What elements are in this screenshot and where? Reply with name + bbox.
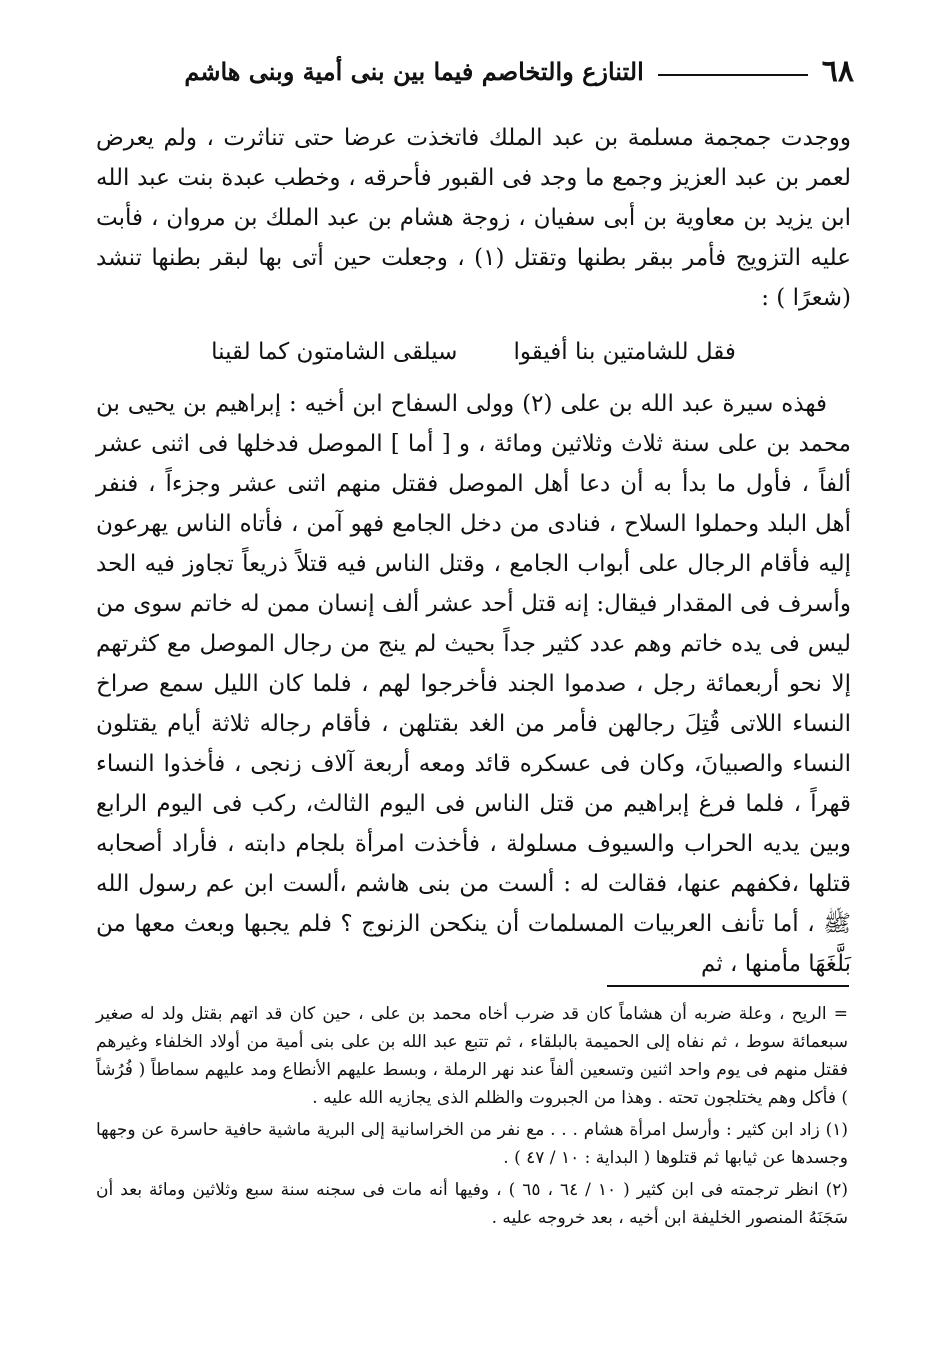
verse-first-hemistich: فقل للشامتين بنا أفيقوا [513,339,736,365]
footnote-1: (١) زاد ابن كثير : وأرسل امرأة هشام . . . مع نفر من الخراسانية إلى البرية ماشية حافية حاسرة عن وجهها وجسدها عن ثيابها ثم قتلوها ( البداية : ١٠ / ٤٧ ) . [96,1120,848,1168]
running-title: التنازع والتخاصم فيما بين بنى أمية وبنى هاشم [184,57,644,86]
footnotes [96,1000,848,1236]
footnote-separator [607,985,849,987]
paragraph-1: ووجدت جمجمة مسلمة بن عبد الملك فاتخذت عرضا حتى تناثرت ، ولم يعرض لعمر بن عبد العزيز وجمع ما وجد فى القبور فأحرقه ، وخطب عبدة بنت عبد الله ابن يزيد بن معاوية بن أبى سفيان ، زوجة هشام بن عبد الملك بن مروان ، فأبت عليه التزويج فأمر ببقر بطنها وتقتل (١) ، وجعلت حين أتى بها لبقر بطنها تنشد (شعرًا ) : [96,125,851,311]
footnote-continued: = الريح ، وعلة ضربه أن هشاماً كان قد ضرب أخاه محمد بن على ، حين كان قد اتهم بقتل ولد له صغير سبعمائة سوط ، ثم نفاه إلى الحميمة بالبلقاء ، ثم تتبع عبد الله بن على بنى أمية من أولاد الخلفاء وغيرهم فقتل منهم فى يوم واحد اثنين وتسعين ألفاً عند نهر الرملة ، وبسط عليهم الأنطاع ومد عليهم سماطاً ( فُرُشاً ) فأكل وهم يختلجون تحته . وهذا من الجبروت والظلم الذى يجازيه الله عليه . [96,1004,848,1108]
main-text [96,118,851,984]
page-number: ٦٨ [821,54,854,89]
footnote-2: (٢) انظر ترجمته فى ابن كثير ( ١٠ / ٦٤ ، ٦٥ ) ، وفيها أنه مات فى سجنه سنة سبع وثلاثين ومائة بعد أن سَجَنَهُ المنصور الخليفة ابن أخيه ، بعد خروجه عليه . [96,1180,848,1228]
header-rule [658,74,808,76]
paragraph-2: فهذه سيرة عبد الله بن على (٢) وولى السفاح ابن أخيه : إبراهيم بن يحيى بن محمد بن على سنة ثلاث وثلاثين ومائة ، و [ أما ] الموصل فدخلها فى اثنى عشر ألفاً ، فأول ما بدأ به أن دعا أهل الموصل فقتل منهم اثنى عشر وجزءاً ، فنفر أهل البلد وحملوا السلاح ، فنادى من دخل الجامع فهو آمن ، فأتاه الناس يهرعون إليه فأقام الرجال على أبواب الجامع ، وقتل الناس فيه قتلاً ذريعاً تجاوز فيه الحد وأسرف فى المقدار فيقال: إنه قتل أحد عشر ألف إنسان ممن له خاتم سوى من ليس فى يده خاتم وهم عدد كثير جداً بحيث لم ينج من رجال الموصل مع كثرتهم إلا نحو أربعمائة رجل ، صدموا الجند فأخرجوا لهم ، فلما كان الليل سمع صراخ النساء اللاتى قُتِلَ رجالهن فأمر من الغد بقتلهن ، فأقام رجاله ثلاثة أيام يقتلون النساء والصبيانَ، وكان فى عسكره قائد ومعه أربعة آلاف زنجى ، فأخذوا النساء قهراً ، فلما فرغ إبراهيم من قتل الناس فى اليوم الثالث، ركب فى اليوم الرابع وبين يديه الحراب والسيوف مسلولة ، فأخذت امرأة بلجام دابته ، فأراد أصحابه قتلها ،فكفهم عنها، فقالت له : ألست من بنى هاشم ،ألست ابن عم رسول الله ﷺ ، أما تأنف العربيات المسلمات أن ينكحن الزنوج ؟ فلم يجبها وبعث معها من بَلَّغَهَا مأمنها ، ثم [96,391,852,977]
verse-second-hemistich: سيلقى الشامتون كما لقينا [211,339,458,365]
poem-verse [96,332,851,372]
page-header [92,52,854,92]
